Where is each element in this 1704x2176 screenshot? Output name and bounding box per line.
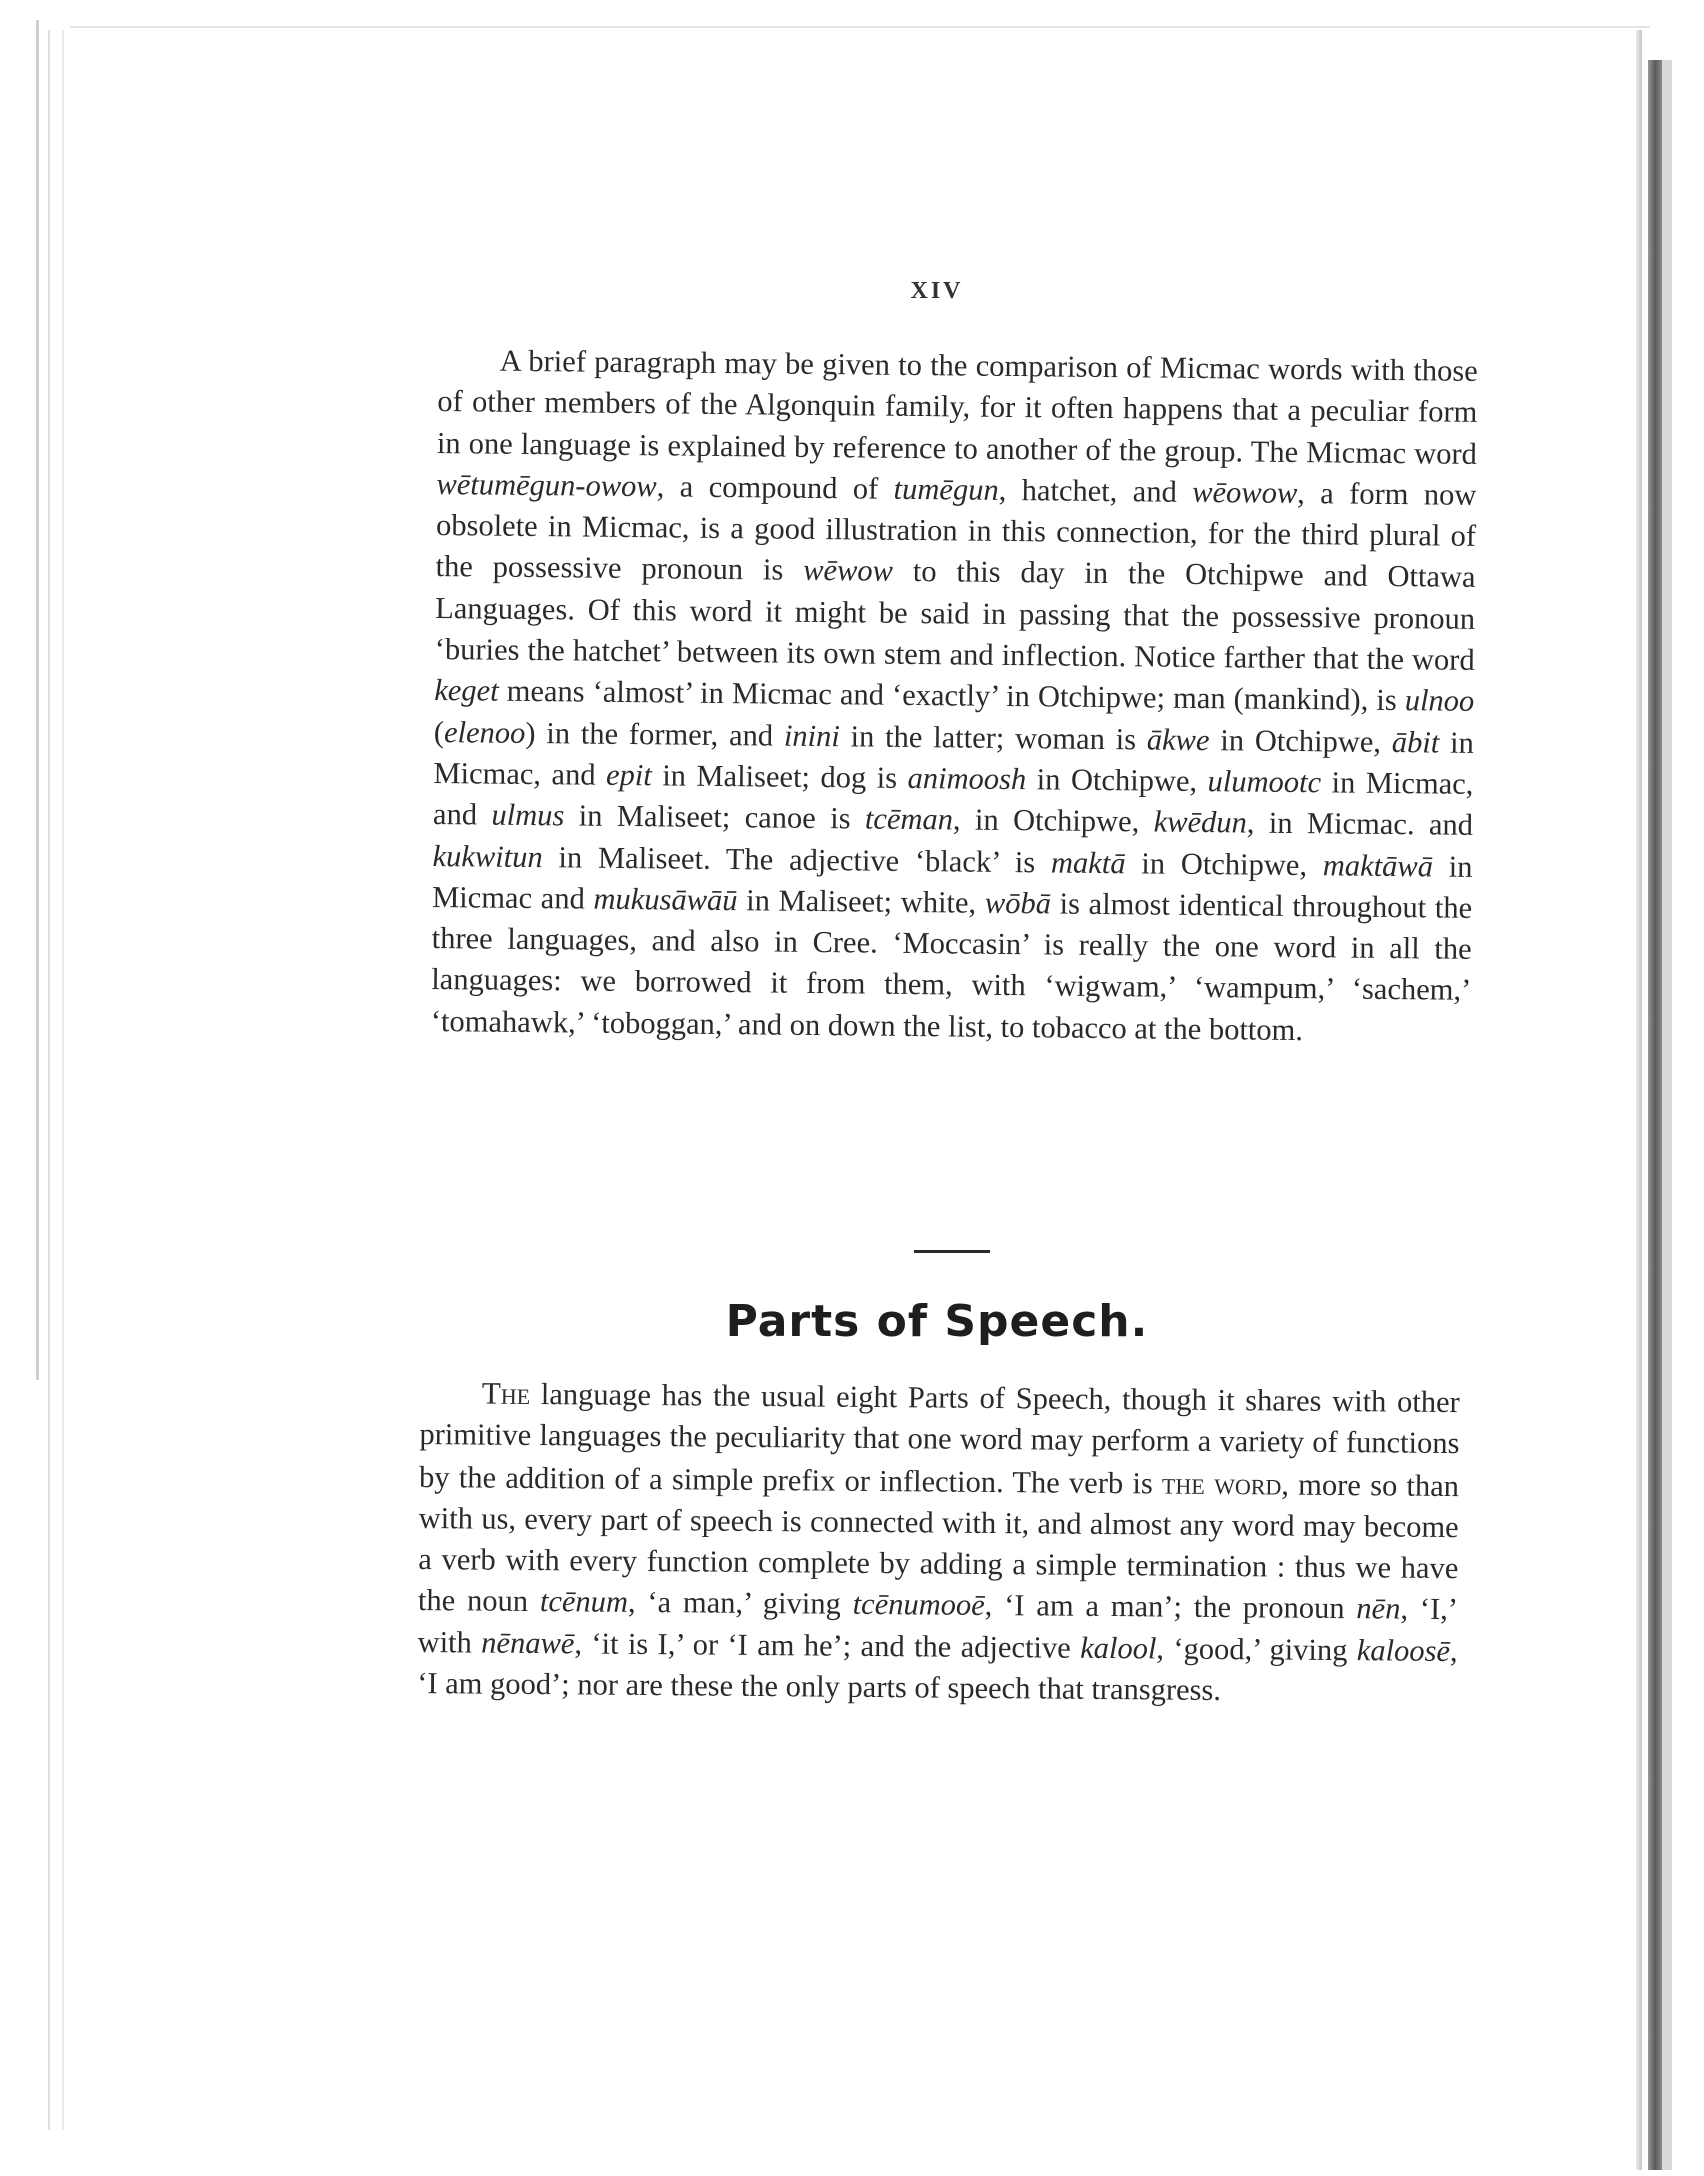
italic-term: tcēnumooē [852,1587,985,1623]
page-edge-right [1636,30,1642,2170]
text-run: , ‘it is I,’ or ‘I am he’; and the adjective [574,1626,1081,1665]
italic-term: ākwe [1146,722,1210,757]
text-run: , ‘I am a man’; the pronoun [984,1588,1357,1626]
text-run: , more so than with us, every part of speech is connected with it, and almost any word may become a verb with every function complete by adding a simple termination : thus we have the noun [417,1467,1460,1619]
italic-term: maktāwā [1322,847,1434,884]
text-run: in Otchipwe, [1125,845,1324,882]
text-run: A brief paragraph may be given to the comparison of Micmac words with those of other members of the Algonquin family, for it often happens that a peculiar form in one language is explained by reference to another of the group. The Micmac word [436,343,1478,471]
italic-term: ulumootc [1207,764,1322,800]
text-run: , ‘good,’ giving [1156,1631,1357,1667]
parts-of-speech-paragraph [417,1372,1460,1713]
italic-term: wēwow [803,553,894,589]
italic-term: kaloosē [1356,1632,1451,1668]
page-edge-left [62,30,64,2130]
italic-term: ābit [1391,724,1440,760]
text-run: in Maliseet; white, [737,883,986,920]
text-run: language has the usual eight Parts of Speech, though it shares with other primitive languages the peculiarity that one word may perform a variety of functions by the addition of a simple prefix or inflection. The verb is [418,1376,1460,1501]
page-edge-left [48,30,50,2130]
text-run: in Otchipwe, [1026,762,1208,799]
page-number: XIV [910,278,964,304]
text-run: means ‘almost’ in Micmac and ‘exactly’ in Otchipwe; man (mankind), is [498,674,1405,718]
small-caps-text: The [481,1375,531,1411]
italic-term: inini [783,718,841,753]
italic-term: tcēman [864,801,954,837]
section-divider [914,1250,990,1253]
text-run: , ‘a man,’ giving [627,1585,853,1622]
italic-term: epit [605,757,652,793]
italic-term: wōbā [984,885,1052,921]
italic-term: kalool [1080,1630,1157,1666]
text-run: ) in the former, and [525,715,785,753]
text-run: , ‘I am good’; nor are these the only parts of speech that transgress. [417,1633,1458,1708]
text-run: ( [433,714,445,749]
book-spine-shadow [1648,60,1662,2170]
page-edge-top [70,26,1650,28]
italic-term: tumēgun [893,471,999,507]
paragraph-text [431,340,1478,1053]
text-run: in Micmac and [431,849,1473,916]
text-run: in Micmac, and [432,765,1474,832]
paragraph-text [417,1372,1460,1713]
italic-term: keget [434,673,499,709]
text-run: , hatchet, and [998,472,1193,509]
text-run: is almost identical throughout the three languages, and also in Cree. ‘Moccasin’ is really the one word in all the languages: we borrowed it from them, with ‘wigwam,’ ‘wampum,’ ‘sachem,’ ‘tomahawk,’ ‘toboggan,’ and on down the list, to tobacco at the bottom. [430,886,1473,1047]
italic-term: elenoo [443,714,526,750]
italic-term: animoosh [907,760,1027,797]
italic-term: nēnawē [481,1625,575,1661]
text-run: , in Otchipwe, [952,802,1154,839]
text-run: , a form now obsolete in Micmac, is a good illustration in this connection, for the third plural of the possessive pronoun is [435,475,1477,588]
italic-term: maktā [1050,845,1126,880]
italic-term: tcēnum [539,1584,629,1620]
italic-term: nēn [1356,1591,1401,1627]
italic-term: mukusāwāū [593,881,738,918]
small-caps-text: the word [1161,1465,1282,1502]
text-run: , a compound of [656,469,894,506]
text-run: , ‘I,’ with [417,1592,1459,1660]
italic-term: wēowow [1192,474,1298,510]
text-run: in Maliseet; dog is [651,758,908,795]
text-run: in Otchipwe, [1209,722,1393,759]
page-edge-left [36,20,39,1380]
text-run: in Micmac, and [433,725,1475,792]
italic-term: ulnoo [1404,683,1475,719]
italic-term: kukwitun [432,838,543,874]
comparison-paragraph [431,340,1478,1053]
section-heading: Parts of Speech. [725,1296,1149,1347]
page-edge-right [1662,60,1672,2170]
italic-term: wētumēgun-owow [436,466,657,504]
text-run: , in Micmac. and [1246,805,1474,843]
italic-term: ulmus [491,797,565,833]
text-run: in Maliseet; canoe is [564,798,866,836]
text-run: in Maliseet. The adjective ‘black’ is [542,839,1052,880]
italic-term: kwēdun [1153,804,1248,840]
text-run: to this day in the Otchipwe and Ottawa Languages. Of this word it might be said in passing that the possessive pronoun ‘buries the hatchet’ between its own stem and inflection. Notice farther that the word [434,554,1476,677]
text-run: in the latter; woman is [839,718,1148,757]
